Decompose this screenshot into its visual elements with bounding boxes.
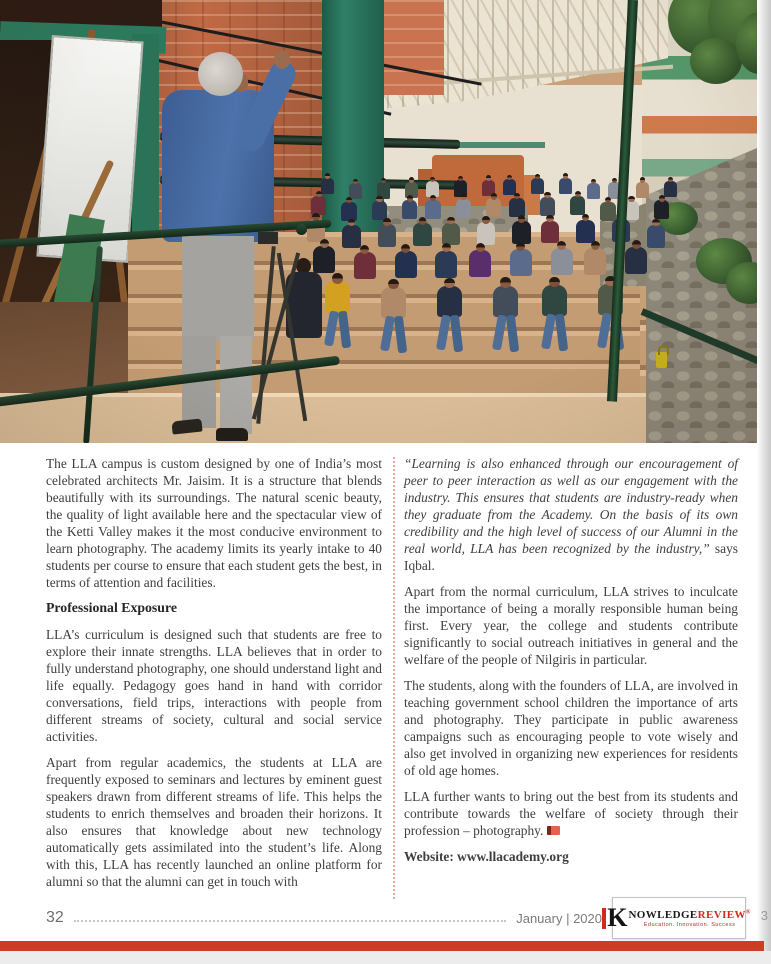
issue-date: January | 2020 [516, 910, 602, 926]
section-heading: Professional Exposure [46, 600, 177, 615]
paragraph: Apart from regular academics, the students at LLA are frequently exposed to seminars and lectures by eminent guest speakers drawn from different streams of life. This helps the students to enrich themselves and broaden their horizons. It also ensures that knowledge about new technology automatically gets assimilated into the student’s life. Along with this, LLA has recently launched an online platform for alumni so that the alumni can get in touch with [46, 755, 382, 889]
column-divider [393, 457, 395, 899]
next-page-number: 3 [760, 908, 768, 923]
page-edge-shadow [757, 0, 771, 964]
logo-k-mark: K [607, 903, 628, 932]
page-number: 32 [46, 909, 64, 926]
paragraph: The LLA campus is custom designed by one of India’s most celebrated architects Mr. Jaisim. It is a structure that blends beautifully with its surroundings. The natural scenic beauty, the quality of light available here and the spectacular view of the Ketti Valley makes it the most conducive environment to learn photography. The academy limits its yearly intake to 40 students per course to ensure that each student gets the best, in terms of attention and facilities. [46, 456, 382, 590]
article-body [46, 455, 738, 899]
website-line: Website: www.llacademy.org [404, 849, 569, 864]
right-column [404, 455, 738, 899]
end-of-article-icon [547, 826, 560, 835]
page-footer [46, 897, 751, 939]
campus-lecture-photo [0, 0, 757, 443]
knowledge-review-logo: K NOWLEDGEREVIEW® Education. Innovation. Success [612, 897, 746, 939]
paragraph: The students, along with the founders of LLA, are involved in teaching government school children the importance of arts and photography. They participate in public awareness campaigns such as encouraging people to vote wisely and also get involved in organizing new experiences for residents of old age homes. [404, 678, 738, 778]
paragraph: Apart from the normal curriculum, LLA strives to inculcate the importance of being a morally responsible human being first. Every year, the college and students contribute significantly to social outreach initiatives in general and the welfare of the people of Nilgiris in particular. [404, 584, 738, 667]
paragraph: LLA’s curriculum is designed such that students are free to explore their innate strengths. LLA believes that in order to fully understand photography, one should understand light and life equally. Pedagogy goes hand in hand with corridor conversations, field trips, interactions with people from different streams of society, cultural and social service activities. [46, 627, 382, 744]
dotted-leader [74, 920, 506, 922]
left-column [46, 455, 382, 899]
paragraph: LLA further wants to bring out the best from its students and contribute towards the welfare of society through their profession – photography. [404, 789, 738, 838]
registered-mark: ® [745, 908, 751, 915]
pull-quote: “Learning is also enhanced through our encouragement of peer to peer interaction as well as our engagement with the industry. This ensures that students are industry-ready when they graduate from the Academy. On the basis of its own credibility and the high level of success of our Alumni in the real world, LLA has been recognized by the industry,” says Iqbal. [404, 456, 738, 573]
logo-tagline: Education. Innovation. Success [643, 921, 736, 928]
footer-accent-strip [0, 941, 764, 951]
